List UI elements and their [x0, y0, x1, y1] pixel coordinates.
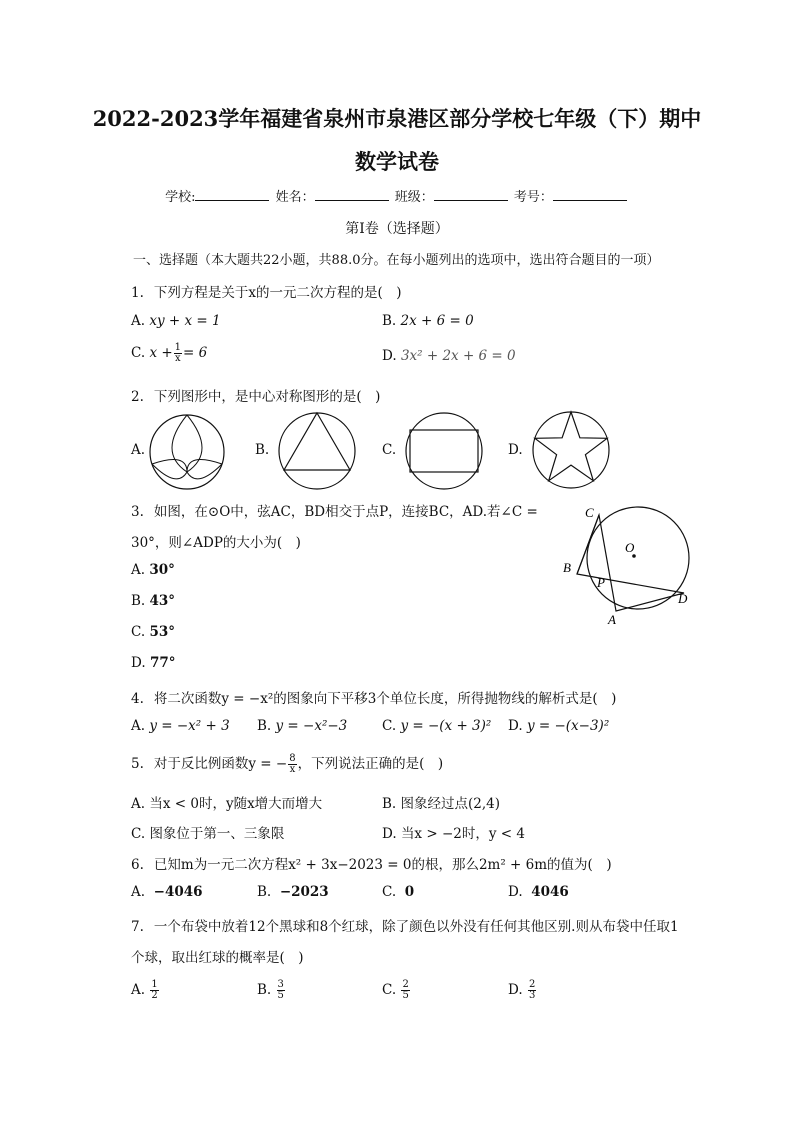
fraction-numerator: 1 — [174, 342, 182, 353]
q7-option-c[interactable] — [382, 980, 411, 1001]
question-number: 2. — [131, 389, 144, 405]
class-label: 班级： — [394, 190, 434, 205]
fraction-denominator: 5 — [402, 990, 409, 1001]
q5-option-d[interactable] — [382, 822, 525, 842]
option-text: y = −(x−3)² — [526, 718, 610, 734]
q4-option-b[interactable] — [257, 718, 347, 734]
fraction-denominator: x — [289, 764, 296, 775]
option-text: y = −x²−3 — [275, 718, 348, 734]
exam-number-blank[interactable] — [553, 188, 627, 201]
rectangle-in-circle-icon[interactable] — [402, 410, 486, 492]
school-blank[interactable] — [195, 188, 269, 201]
option-text: y = −x² + 3 — [149, 718, 230, 734]
label-c: C — [585, 505, 594, 520]
option-text: = 6 — [183, 345, 208, 361]
question-number: 7. — [131, 919, 144, 935]
q2-option-a-label[interactable]: A. — [131, 442, 146, 458]
option-label: A. — [131, 718, 146, 734]
three-arc-circle-icon[interactable] — [147, 412, 227, 492]
question-text: 下列方程是关于x的一元二次方程的是( ) — [153, 285, 402, 301]
option-label: C. — [131, 624, 146, 640]
circle-geometry-figure — [555, 495, 705, 630]
fraction — [288, 754, 296, 775]
q6-option-d[interactable] — [508, 884, 569, 900]
q7-option-a[interactable] — [131, 980, 160, 1001]
option-text: y = −(x + 3)² — [400, 718, 492, 734]
question-7-line-2: 个球，取出红球的概率是( ) — [131, 950, 304, 966]
fraction-denominator: 3 — [528, 990, 536, 1001]
option-text: −2023 — [279, 884, 329, 900]
option-label: B. — [131, 593, 146, 609]
option-text: 4046 — [531, 884, 569, 900]
question-number: 1. — [131, 285, 144, 301]
q6-option-c[interactable] — [382, 884, 414, 900]
option-text: −4046 — [153, 884, 203, 900]
option-text: 当x < 0时，y随x增大而增大 — [149, 796, 323, 812]
label-a: A — [608, 612, 616, 627]
part-one-heading: 一、选择题（本大题共22小题，共88.0分。在每小题列出的选项中，选出符合题目的一项） — [133, 253, 660, 268]
option-text: 2x + 6 = 0 — [400, 313, 474, 329]
fraction — [150, 980, 158, 1001]
option-text: 0 — [404, 884, 415, 900]
question-number: 6. — [131, 857, 144, 873]
name-label: 姓名： — [275, 190, 315, 205]
option-text: 图象位于第一、三象限 — [149, 826, 285, 842]
q4-option-c[interactable] — [382, 718, 491, 734]
option-label: C. — [382, 718, 397, 734]
option-label: A. — [131, 796, 146, 812]
q5-option-c[interactable] — [131, 822, 284, 842]
class-blank[interactable] — [434, 188, 508, 201]
triangle-in-circle-icon[interactable] — [276, 410, 358, 492]
q2-option-b-label[interactable]: B. — [255, 442, 270, 458]
q7-option-b[interactable] — [257, 980, 286, 1001]
option-label: C. — [131, 345, 146, 361]
q5-option-b[interactable] — [382, 792, 500, 812]
question-1 — [131, 281, 402, 301]
q5-option-a[interactable] — [131, 792, 322, 812]
fraction-denominator: x — [175, 353, 181, 364]
exam-number-label: 考号： — [513, 190, 553, 205]
question-text: 已知m为一元二次方程x² + 3x−2023 = 0的根，那么2m² + 6m的值为( ) — [153, 857, 612, 873]
q4-option-d[interactable] — [508, 718, 609, 734]
question-text: 如图，在⊙O中，弦AC，BD相交于点P，连接BC，AD.若∠C = — [153, 504, 538, 520]
option-label: D. — [508, 718, 523, 734]
question-number: 3. — [131, 504, 144, 520]
fraction — [528, 980, 536, 1001]
q1-option-d[interactable] — [382, 348, 516, 364]
fraction-numerator: 2 — [528, 979, 536, 990]
label-p: P — [597, 575, 605, 590]
q6-option-a[interactable] — [131, 884, 203, 900]
question-3-line-1 — [131, 500, 538, 520]
option-label: A. — [131, 562, 146, 578]
school-label: 学校: — [165, 190, 196, 205]
question-number: 5. — [131, 756, 144, 772]
option-text: 77° — [149, 655, 176, 671]
fraction-numerator: 3 — [277, 979, 284, 990]
option-label: A. — [131, 884, 146, 900]
option-text: 53° — [149, 624, 175, 640]
question-3-line-2: 30°，则∠ADP的大小为( ) — [131, 535, 301, 551]
option-label: D. — [382, 826, 397, 842]
q3-option-a[interactable] — [131, 562, 175, 578]
question-5 — [131, 752, 443, 775]
circle-o — [587, 507, 689, 609]
section-title: 第I卷（选择题） — [345, 221, 449, 237]
label-o: O — [625, 540, 635, 555]
star-in-circle-icon[interactable] — [530, 409, 612, 491]
q6-option-b[interactable] — [257, 884, 329, 900]
option-label: D. — [131, 655, 146, 671]
option-label: D. — [508, 884, 523, 900]
question-4 — [131, 687, 616, 707]
option-text: x + — [149, 345, 173, 361]
option-label: D. — [382, 348, 397, 364]
option-label: B. — [257, 982, 272, 998]
student-info-row — [0, 186, 794, 205]
option-text: 当x > −2时，y < 4 — [400, 826, 525, 842]
option-text: 图象经过点(2,4) — [400, 796, 501, 812]
option-text: 30° — [149, 562, 175, 578]
option-label: D. — [508, 982, 523, 998]
q3-option-b[interactable] — [131, 593, 175, 609]
option-label: C. — [131, 826, 146, 842]
question-text: 一个布袋中放着12个黑球和8个红球，除了颜色以外没有任何其他区别.则从布袋中任取1 — [153, 919, 679, 935]
fraction-denominator: 5 — [277, 990, 284, 1001]
label-d: D — [678, 591, 688, 606]
fraction-numerator: 2 — [402, 979, 409, 990]
option-label: C. — [382, 884, 397, 900]
option-label: A. — [131, 313, 146, 329]
q1-option-b[interactable] — [382, 313, 474, 329]
exam-subject: 数学试卷 — [355, 149, 439, 174]
question-7-line-1 — [131, 915, 679, 935]
q1-option-c[interactable] — [131, 343, 207, 364]
q3-option-d[interactable] — [131, 655, 175, 671]
option-label: B. — [257, 718, 272, 734]
question-number: 4. — [131, 691, 144, 707]
fraction — [401, 980, 409, 1001]
exam-title: 2022-2023学年福建省泉州市泉港区部分学校七年级（下）期中 — [92, 106, 702, 131]
q2-option-c-label[interactable]: C. — [382, 442, 397, 458]
option-label: B. — [257, 884, 272, 900]
question-text: 对于反比例函数y = − — [153, 756, 288, 772]
q2-option-d-label[interactable]: D. — [508, 442, 523, 458]
option-label: B. — [382, 796, 397, 812]
question-2 — [131, 385, 380, 405]
fraction — [174, 343, 182, 364]
name-blank[interactable] — [315, 188, 389, 201]
q4-option-a[interactable] — [131, 718, 230, 734]
q7-option-d[interactable] — [508, 980, 537, 1001]
question-text: 下列图形中，是中心对称图形的是( ) — [153, 389, 381, 405]
option-label: C. — [382, 982, 397, 998]
fraction-numerator: 1 — [151, 979, 158, 990]
question-text: 将二次函数y = −x²的图象向下平移3个单位长度，所得抛物线的解析式是( ) — [153, 691, 617, 707]
option-text: 3x² + 2x + 6 = 0 — [400, 348, 516, 364]
option-text: 43° — [149, 593, 176, 609]
question-text: ，下列说法正确的是( ) — [297, 756, 444, 772]
label-b: B — [563, 560, 571, 575]
fraction-denominator: 2 — [151, 990, 158, 1001]
option-label: A. — [131, 982, 146, 998]
option-label: B. — [382, 313, 397, 329]
question-6 — [131, 853, 612, 873]
fraction — [277, 980, 285, 1001]
q1-option-a[interactable] — [131, 313, 221, 329]
option-text: xy + x = 1 — [149, 313, 221, 329]
fraction-numerator: 8 — [289, 753, 296, 764]
q3-option-c[interactable] — [131, 624, 175, 640]
